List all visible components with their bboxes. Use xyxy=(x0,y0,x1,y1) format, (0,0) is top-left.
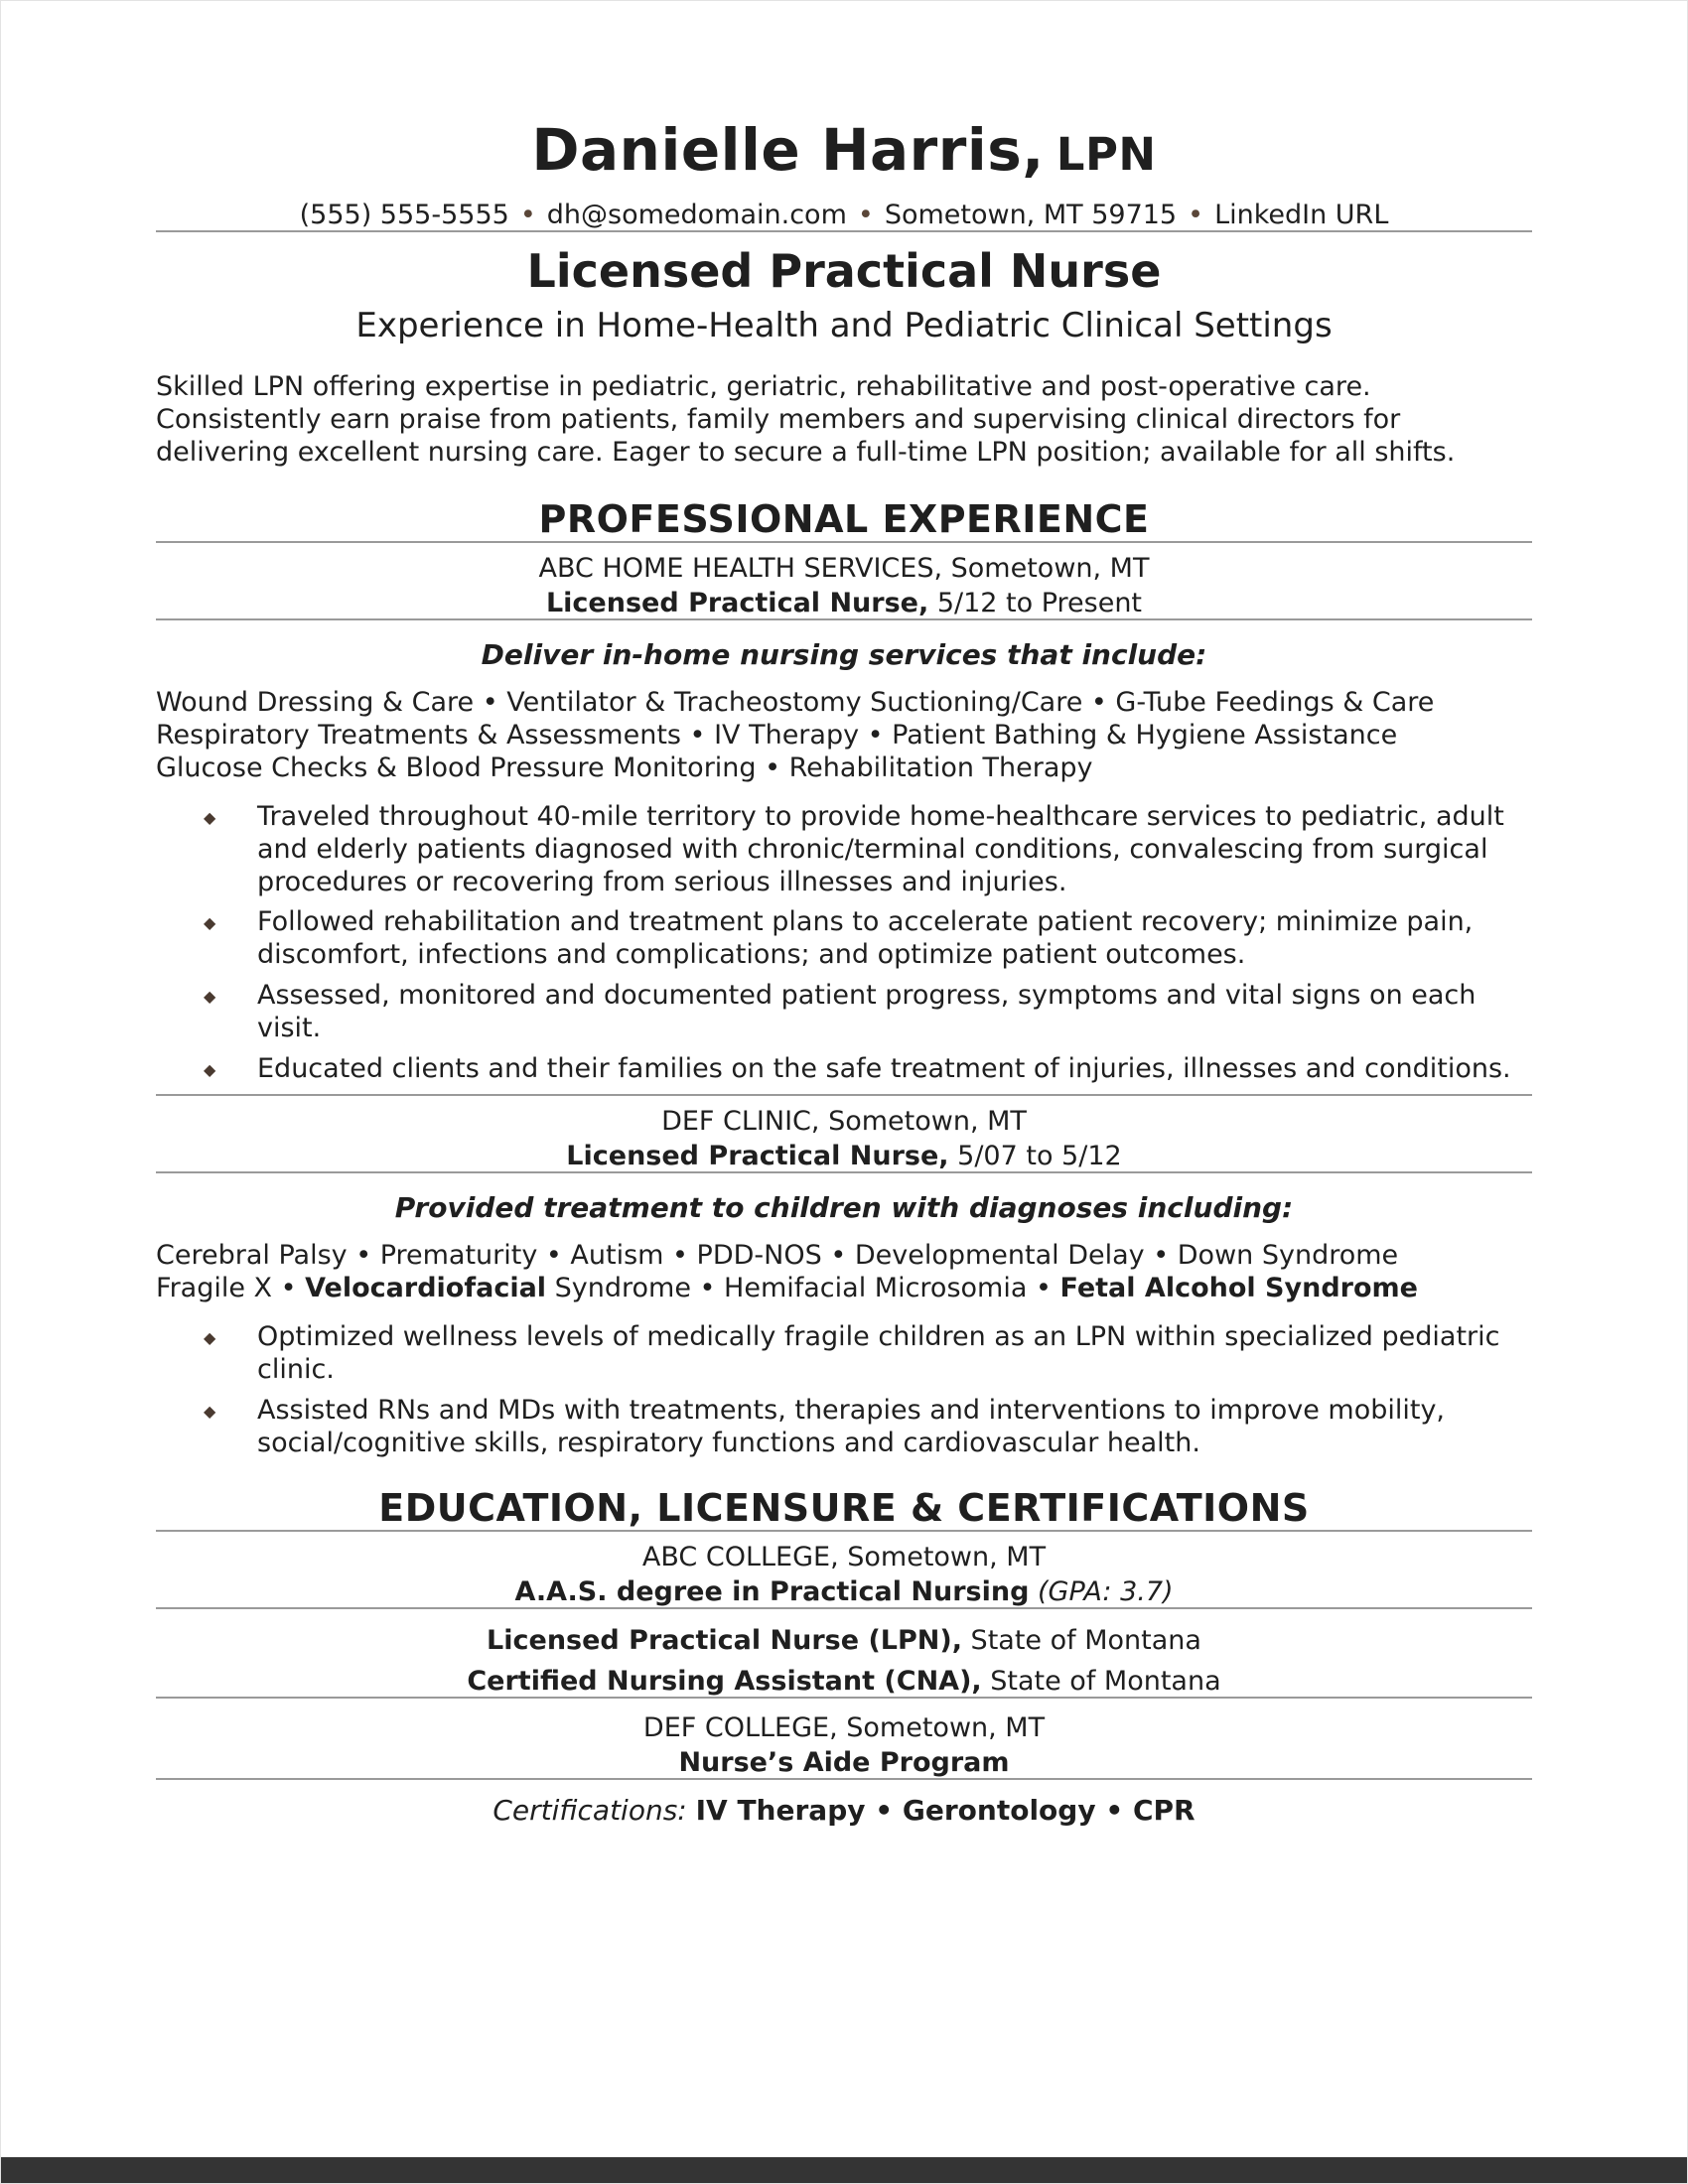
degree-title: A.A.S. degree in Practical Nursing xyxy=(514,1575,1030,1607)
license-cna xyxy=(156,1666,1532,1697)
services-line: Respiratory Treatments & Assessments • IV Therapy • Patient Bathing & Hygiene Assistance xyxy=(156,719,1398,751)
job2-bullet-list xyxy=(156,1321,1532,1460)
job2-role-dates: 5/07 to 5/12 xyxy=(948,1141,1122,1172)
certifications-label: Certifications: xyxy=(492,1793,696,1827)
job1-role-dates: 5/12 to Present xyxy=(928,587,1143,618)
diagnoses-line xyxy=(156,1273,1532,1305)
bullet-item xyxy=(200,906,1532,972)
contact-line xyxy=(156,200,1532,230)
job2-role-title: Licensed Practical Nurse, xyxy=(566,1141,949,1172)
license-title: Licensed Practical Nurse (LPN), xyxy=(487,1624,962,1656)
diamond-bullet-icon: ◆ xyxy=(204,987,216,1007)
job2-tagline: Provided treatment to children with diagnoses including: xyxy=(394,1191,1294,1225)
horizontal-rule xyxy=(156,1607,1532,1609)
bullet-text: Assessed, monitored and documented patient progress, symptoms and vital signs on each visit. xyxy=(257,980,1477,1044)
bullet-item xyxy=(200,1395,1532,1460)
diagnoses-line: Cerebral Palsy • Prematurity • Autism • PDD-NOS • Developmental Delay • Down Syndrome xyxy=(156,1240,1399,1272)
bullet-text: Assisted RNs and MDs with treatments, therapies and interventions to improve mobility, social/cognitive skills, respiratory functions and cardiovascular health. xyxy=(257,1394,1446,1458)
horizontal-rule xyxy=(156,618,1532,620)
college2-name: DEF COLLEGE, Sometown, MT xyxy=(642,1711,1046,1743)
college1-degree xyxy=(156,1576,1532,1607)
diamond-bullet-icon: ◆ xyxy=(204,1060,216,1080)
job1-services xyxy=(156,687,1532,785)
bullet-text: Followed rehabilitation and treatment plans to accelerate patient recovery; minimize pain, discomfort, infections and complications; and optimize patient outcomes. xyxy=(257,906,1474,971)
job1-role-title: Licensed Practical Nurse, xyxy=(545,587,929,618)
college1-name: ABC COLLEGE, Sometown, MT xyxy=(641,1541,1047,1572)
bullet-item xyxy=(200,1321,1532,1387)
diamond-bullet-icon: ◆ xyxy=(204,1401,216,1421)
diamond-bullet-icon: ◆ xyxy=(204,1328,216,1348)
job2-employer: DEF CLINIC, Sometown, MT xyxy=(661,1106,1027,1138)
candidate-credential: LPN xyxy=(1055,128,1157,181)
job2-diagnoses xyxy=(156,1240,1532,1305)
horizontal-rule xyxy=(156,1530,1532,1532)
candidate-name-text: Danielle Harris, xyxy=(531,116,1045,184)
job2-role xyxy=(156,1141,1532,1171)
horizontal-rule xyxy=(156,541,1532,543)
job1-tagline: Deliver in-home nursing services that include: xyxy=(481,637,1207,671)
horizontal-rule xyxy=(156,1171,1532,1173)
horizontal-rule xyxy=(156,1697,1532,1699)
horizontal-rule xyxy=(156,1094,1532,1096)
diamond-bullet-icon: ◆ xyxy=(204,807,216,827)
contact-email: dh@somedomain.com xyxy=(546,200,847,230)
diagnoses-segment-bold: Fetal Alcohol Syndrome xyxy=(1059,1273,1418,1304)
bullet-item xyxy=(200,801,1532,899)
diagnoses-segment: Syndrome • Hemifacial Microsomia • xyxy=(546,1273,1060,1304)
services-line: Wound Dressing & Care • Ventilator & Tracheostomy Suctioning/Care • G-Tube Feedings & Care xyxy=(156,686,1435,718)
bullet-item xyxy=(200,980,1532,1045)
contact-location: Sometown, MT 59715 xyxy=(884,200,1178,230)
degree-gpa: (GPA: 3.7) xyxy=(1029,1575,1174,1607)
job1-bullet-list xyxy=(156,801,1532,1087)
license-title: Certified Nursing Assistant (CNA), xyxy=(467,1665,982,1697)
page-content xyxy=(1,1,1687,1827)
section-heading-experience: PROFESSIONAL EXPERIENCE xyxy=(538,496,1150,541)
certifications-line xyxy=(156,1794,1532,1827)
diagnoses-segment-bold: Velocardiofacial xyxy=(305,1273,547,1304)
diagnoses-segment: Fragile X • xyxy=(156,1273,306,1304)
bullet-text: Traveled throughout 40-mile territory to provide home-healthcare services to pediatric, adult and elderly patients diagnosed with chronic/terminal conditions, convalescing from surgical procedures or recovering from serious illnesses and injuries. xyxy=(257,800,1504,897)
college2-program: Nurse’s Aide Program xyxy=(678,1746,1010,1778)
contact-separator-icon: • xyxy=(857,200,874,230)
resume-subtitle: Experience in Home-Health and Pediatric Clinical Settings xyxy=(355,306,1333,345)
job1-employer: ABC HOME HEALTH SERVICES, Sometown, MT xyxy=(538,552,1150,584)
footer-bar xyxy=(1,2157,1687,2183)
bullet-text: Educated clients and their families on the safe treatment of injuries, illnesses and conditions. xyxy=(257,1053,1511,1085)
license-detail: State of Montana xyxy=(961,1624,1201,1656)
certifications-items: IV Therapy • Gerontology • CPR xyxy=(695,1793,1196,1827)
job1-role xyxy=(156,588,1532,618)
horizontal-rule xyxy=(156,1778,1532,1780)
contact-linkedin: LinkedIn URL xyxy=(1214,200,1389,230)
contact-separator-icon: • xyxy=(1188,200,1204,230)
license-lpn xyxy=(156,1625,1532,1656)
services-line: Glucose Checks & Blood Pressure Monitoring • Rehabilitation Therapy xyxy=(156,751,1093,783)
resume-title: Licensed Practical Nurse xyxy=(526,244,1162,298)
summary-paragraph: Skilled LPN offering expertise in pediatric, geriatric, rehabilitative and post-operative care. Consistently earn praise from patients, family members and supervising clinical directors for delivering excellent nursing care. Eager to secure a full-time LPN position; available for all shifts. xyxy=(156,371,1456,468)
contact-separator-icon: • xyxy=(519,200,536,230)
horizontal-rule xyxy=(156,230,1532,232)
candidate-name xyxy=(156,116,1532,184)
contact-phone: (555) 555-5555 xyxy=(299,200,509,230)
section-heading-education: EDUCATION, LICENSURE & CERTIFICATIONS xyxy=(378,1485,1310,1530)
bullet-text: Optimized wellness levels of medically fragile children as an LPN within specialized pediatric clinic. xyxy=(257,1321,1500,1385)
bullet-item xyxy=(200,1053,1532,1086)
license-detail: State of Montana xyxy=(981,1665,1221,1697)
diamond-bullet-icon: ◆ xyxy=(204,913,216,933)
